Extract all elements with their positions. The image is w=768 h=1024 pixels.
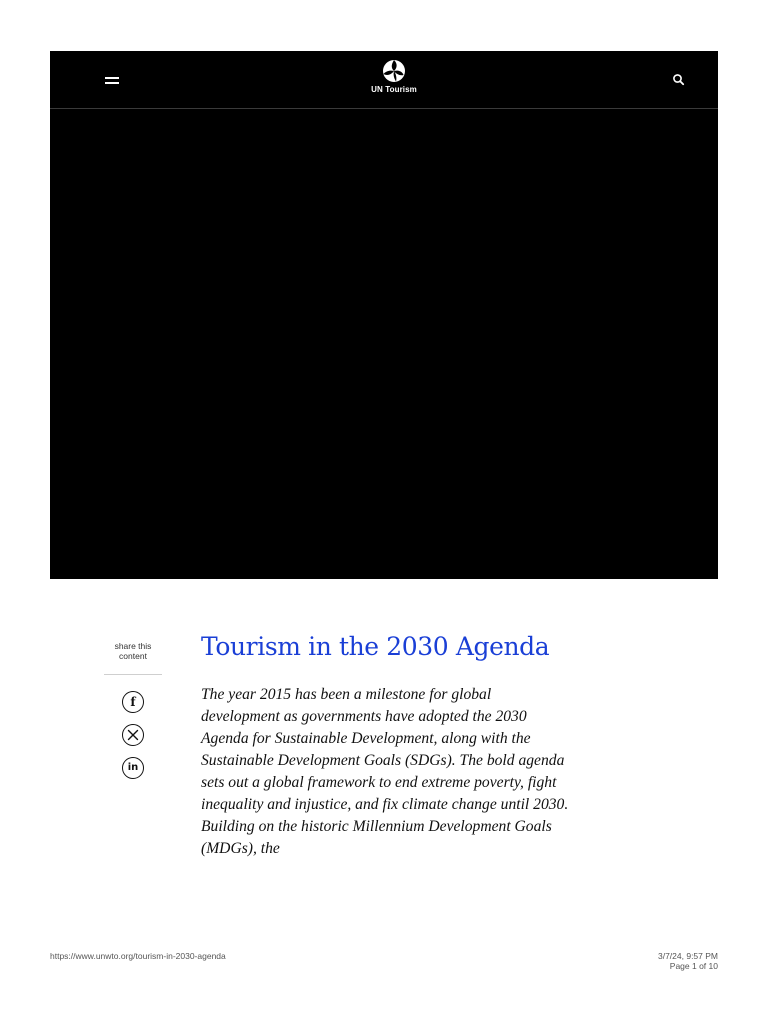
footer-page-number: Page 1 of 10: [669, 961, 718, 971]
search-icon[interactable]: [670, 71, 688, 89]
article-body: The year 2015 has been a milestone for global development as governments have adopted the 2030 Agenda for Sustainable Development, along with the Sustainable Development Goals (SDGs). The bold agenda sets out a global framework to end extreme poverty, fight inequality and injustice, and fix climate change until 2030. Building on the historic Millennium Development Goals (MDGs), the: [201, 686, 569, 857]
un-tourism-logo[interactable]: [354, 59, 434, 101]
hero-image-area: [50, 109, 718, 579]
facebook-icon[interactable]: f: [122, 691, 144, 713]
top-navigation-bar: [50, 51, 718, 109]
un-tourism-emblem-icon: [382, 59, 406, 83]
share-divider: [104, 674, 162, 675]
article-title: Tourism in the 2030 Agenda: [201, 632, 550, 661]
x-icon[interactable]: [122, 724, 144, 746]
article: [201, 628, 581, 860]
logo-text: UN Tourism: [371, 85, 417, 94]
share-label: share this content: [114, 641, 152, 661]
share-icon-list: [104, 691, 162, 779]
site-header-hero: [50, 51, 718, 579]
share-sidebar: [104, 641, 162, 779]
footer-meta: [658, 951, 718, 971]
footer-page-url[interactable]: https://www.unwto.org/tourism-in-2030-agenda: [50, 951, 226, 961]
footer-datetime: 3/7/24, 9:57 PM: [657, 951, 718, 961]
hamburger-menu-icon[interactable]: [100, 71, 124, 89]
linkedin-icon[interactable]: in: [122, 757, 144, 779]
